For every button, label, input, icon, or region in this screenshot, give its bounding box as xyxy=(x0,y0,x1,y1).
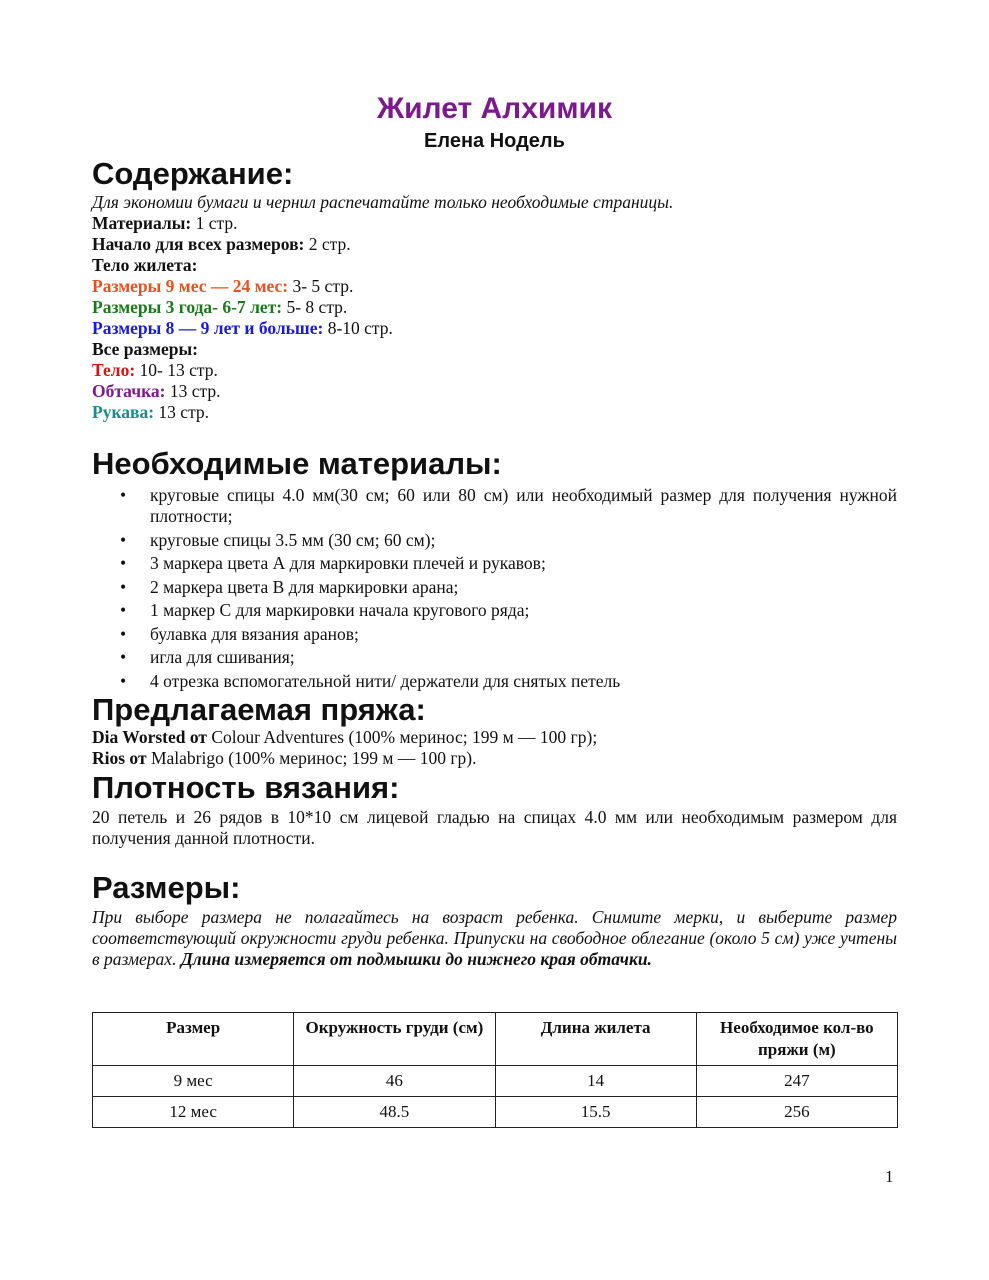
contents-item xyxy=(92,276,897,297)
list-item-text: 1 маркер С для маркировки начала кругового ряда; xyxy=(150,600,530,620)
bullet-icon: • xyxy=(120,647,127,667)
contents-item xyxy=(92,360,897,381)
contents-label: Размеры 9 мес — 24 мес: xyxy=(92,276,289,296)
bullet-icon: • xyxy=(120,670,127,691)
table-cell: 48.5 xyxy=(294,1097,495,1128)
list-item xyxy=(92,485,897,527)
list-item-text: круговые спицы 4.0 мм(30 см; 60 или 80 см) или необходимый размер для получения нужной плотности; xyxy=(150,485,897,526)
contents-pages: 13 стр. xyxy=(154,402,210,422)
contents-label: Начало для всех размеров: xyxy=(92,234,305,254)
contents-pages: 13 стр. xyxy=(165,381,221,401)
yarn-name: Dia Worsted от xyxy=(92,727,207,747)
list-item-text: круговые спицы 3.5 мм (30 см; 60 см); xyxy=(150,529,436,550)
contents-label: Рукава: xyxy=(92,402,155,422)
table-cell: 46 xyxy=(294,1066,495,1097)
table-header: Необходимое кол-во пряжи (м) xyxy=(696,1013,897,1066)
yarn-line xyxy=(92,727,897,748)
gauge-text: 20 петель и 26 рядов в 10*10 см лицевой гладью на спицах 4.0 мм или необходимым размером для получения данной плотности. xyxy=(92,807,897,848)
contents-item xyxy=(92,339,897,360)
contents-item xyxy=(92,234,897,255)
list-item xyxy=(92,553,897,574)
list-item xyxy=(92,600,897,621)
list-item-text: булавка для вязания аранов; xyxy=(150,623,359,644)
contents-item xyxy=(92,402,897,423)
contents-label: Обтачка: xyxy=(92,381,166,401)
contents-item xyxy=(92,318,897,339)
list-item-text: 4 отрезка вспомогательной нити/ держатели для снятых петель xyxy=(150,670,621,691)
table-header: Окружность груди (см) xyxy=(294,1013,495,1066)
contents-label: Тело жилета: xyxy=(92,255,198,275)
contents-item xyxy=(92,381,897,402)
gauge-heading: Плотность вязания: xyxy=(92,770,400,805)
sizes-table-wrap xyxy=(92,1012,897,1128)
yarn-details: Malabrigo (100% меринос; 199 м — 100 гр). xyxy=(146,748,477,768)
table-cell: 14 xyxy=(495,1066,696,1097)
bullet-icon: • xyxy=(120,623,127,644)
bullet-icon: • xyxy=(120,485,127,505)
page-number: 1 xyxy=(885,1167,894,1186)
sizes-note-text: При выборе размера не полагайтесь на возраст ребенка. Снимите мерки, и выберите размер соответствующий окружности груди ребенка. Припуски на свободное облегание (около 5 см) уже учтены в размерах. xyxy=(92,907,897,969)
contents-pages: 8-10 стр. xyxy=(323,318,393,338)
yarn-heading: Предлагаемая пряжа: xyxy=(92,692,426,727)
sizes-heading: Размеры: xyxy=(92,870,241,905)
yarn-name: Rios от xyxy=(92,748,147,768)
contents-pages: 10- 13 стр. xyxy=(135,360,218,380)
bullet-icon: • xyxy=(120,529,127,550)
contents-pages: 3- 5 стр. xyxy=(288,276,354,296)
contents-label: Размеры 8 — 9 лет и больше: xyxy=(92,318,324,338)
bullet-icon: • xyxy=(120,600,127,620)
table-cell: 256 xyxy=(696,1097,897,1128)
table-cell: 247 xyxy=(696,1066,897,1097)
table-header: Размер xyxy=(93,1013,294,1066)
list-item xyxy=(92,624,897,645)
contents-item xyxy=(92,297,897,318)
list-item xyxy=(92,530,897,551)
table-cell: 15.5 xyxy=(495,1097,696,1128)
contents-heading: Содержание: xyxy=(92,156,294,191)
contents-note: Для экономии бумаги и чернил распечатайте только необходимые страницы. xyxy=(92,192,674,212)
sizes-note xyxy=(92,907,897,970)
table-header: Длина жилета xyxy=(495,1013,696,1066)
contents-section xyxy=(92,192,897,423)
yarn-line xyxy=(92,748,897,769)
sizes-note-bold: Длина измеряется от подмышки до нижнего края обтачки. xyxy=(180,949,652,969)
contents-label: Размеры 3 года- 6-7 лет: xyxy=(92,297,283,317)
yarn-details: Colour Adventures (100% меринос; 199 м — 100 гр); xyxy=(207,727,598,747)
contents-pages: 5- 8 стр. xyxy=(282,297,348,317)
contents-item xyxy=(92,255,897,276)
document-author: Елена Нодель xyxy=(424,130,565,152)
contents-label: Материалы: xyxy=(92,213,192,233)
contents-label: Все размеры: xyxy=(92,339,198,359)
contents-pages: 1 стр. xyxy=(191,213,238,233)
list-item-text: игла для сшивания; xyxy=(150,647,295,667)
table-header-row xyxy=(93,1013,898,1066)
contents-item xyxy=(92,213,897,234)
sizes-table xyxy=(92,1012,898,1128)
table-cell: 9 мес xyxy=(93,1066,294,1097)
bullet-icon: • xyxy=(120,576,127,597)
list-item xyxy=(92,577,897,598)
table-cell: 12 мес xyxy=(93,1097,294,1128)
table-row xyxy=(93,1097,898,1128)
contents-label: Тело: xyxy=(92,360,136,380)
materials-list xyxy=(92,485,897,694)
bullet-icon: • xyxy=(120,553,127,573)
materials-heading: Необходимые материалы: xyxy=(92,446,502,481)
contents-pages: 2 стр. xyxy=(304,234,351,254)
table-row xyxy=(93,1066,898,1097)
list-item-text: 3 маркера цвета А для маркировки плечей и рукавов; xyxy=(150,553,546,573)
list-item xyxy=(92,671,897,692)
document-title: Жилет Алхимик xyxy=(376,92,613,125)
list-item-text: 2 маркера цвета В для маркировки арана; xyxy=(150,576,459,597)
list-item xyxy=(92,647,897,668)
yarn-section xyxy=(92,727,897,769)
